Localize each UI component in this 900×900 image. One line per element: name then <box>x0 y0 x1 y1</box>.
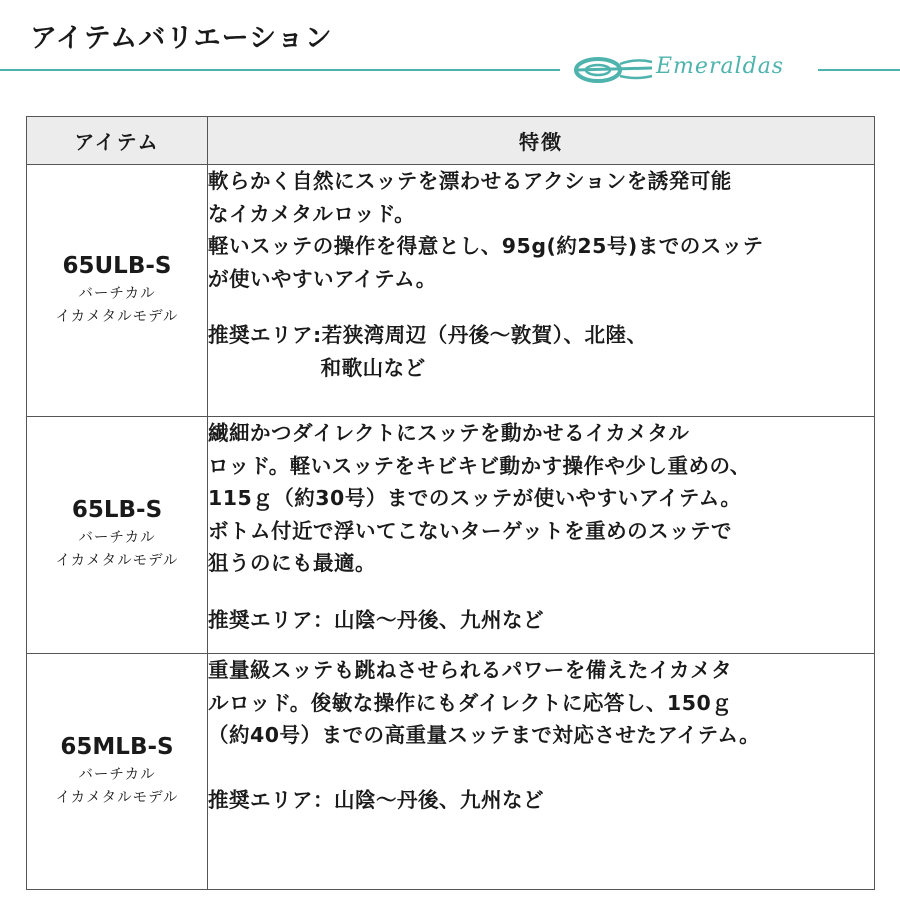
item-subtitle: イカメタルモデル <box>55 789 179 806</box>
page-title: アイテムバリエーション <box>30 23 333 54</box>
item-variation-table <box>26 116 875 890</box>
item-subtitle: イカメタルモデル <box>55 308 179 325</box>
table-header-row <box>27 117 875 165</box>
item-subtitle: バーチカル <box>78 530 156 546</box>
emeraldas-emblem-icon <box>568 50 658 90</box>
item-description: 軟らかく自然にスッテを漂わせるアクションを誘発可能 なイカメタルロッド。 軽いスッテの操作を得意とし、95g(約25号)までのスッテ が使いやすいアイテム。 <box>208 169 764 291</box>
item-description: 重量級スッテも跳ねさせられるパワーを備えたイカメタ ルロッド。俊敏な操作にもダイレクトに応答し、150ｇ （約40号）までの高重量スッテまで対応させたアイテム。 <box>208 658 761 747</box>
description-cell <box>208 417 875 654</box>
brand-logo <box>568 50 814 90</box>
description-cell <box>208 654 875 890</box>
recommended-area: 推奨エリア：山陰～丹後、九州など <box>208 607 544 632</box>
recommended-area: 推奨エリア:若狭湾周辺（丹後～敦賀）、北陸、 和歌山など <box>208 323 648 380</box>
item-subtitle: バーチカル <box>78 766 156 783</box>
table-row <box>27 417 875 654</box>
header-divider-left <box>0 69 560 71</box>
item-cell <box>27 417 208 654</box>
item-cell <box>27 654 208 890</box>
item-name: 65MLB-S <box>60 733 174 760</box>
item-subtitle: イカメタルモデル <box>55 553 179 569</box>
item-subtitle: バーチカル <box>78 285 156 302</box>
item-cell <box>27 165 208 417</box>
header-item: アイテム <box>27 117 208 165</box>
item-name: 65LB-S <box>71 497 163 523</box>
description-cell <box>208 165 875 417</box>
table-row <box>27 654 875 890</box>
recommended-area: 推奨エリア：山陰～丹後、九州など <box>208 787 544 812</box>
header-divider-right <box>818 69 900 71</box>
table-row <box>27 165 875 417</box>
header-feature: 特徴 <box>208 117 875 165</box>
brand-name: Emeraldas <box>656 54 785 79</box>
item-name: 65ULB-S <box>62 252 172 279</box>
item-description: 繊細かつダイレクトにスッテを動かせるイカメタル ロッド。軽いスッテをキビキビ動かす操作や少し重めの、 115ｇ（約30号）までのスッテが使いやすいアイテム。 ボトム付近で浮いてこないターゲットを重めのスッテで 狙うのにも最適。 <box>208 421 751 575</box>
